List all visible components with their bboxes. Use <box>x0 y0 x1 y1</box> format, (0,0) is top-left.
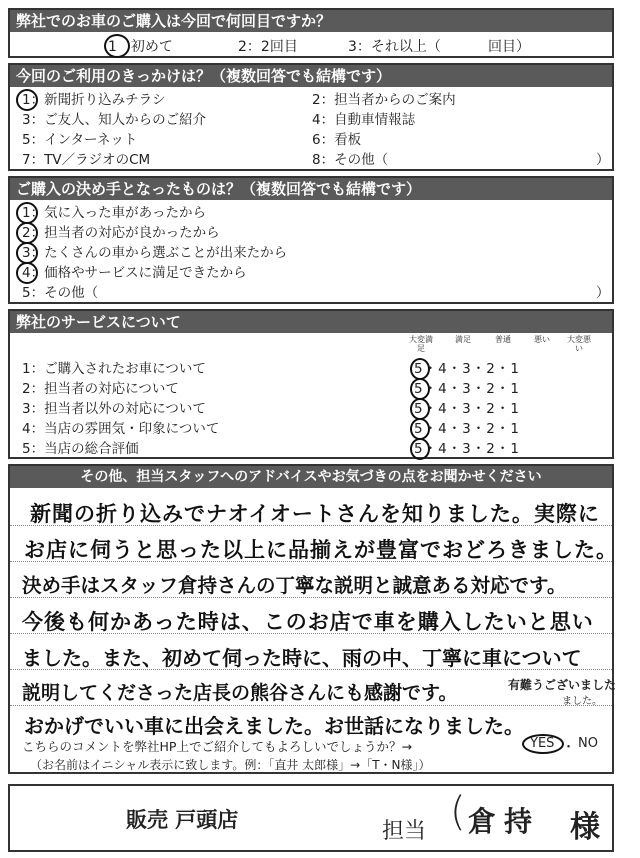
store-name: 販売 戸頭店 <box>126 808 239 832</box>
q1-option-2: 2：2回目 <box>238 39 298 55</box>
q4-scale-4: 5・4・3・2・1 <box>414 421 520 437</box>
q4-item-2: 2：担当者の対応について <box>22 381 179 397</box>
footer-section <box>8 784 614 852</box>
q2-section <box>8 63 614 171</box>
q2-answer-circle <box>16 89 38 111</box>
q4-item-5: 5：当店の総合評価 <box>22 441 139 457</box>
q4-answer-circle-2 <box>410 378 430 400</box>
q2-option-4: 4：自動車情報誌 <box>312 112 416 128</box>
q3-answer-circle-4 <box>16 262 38 284</box>
q4-col-header-5: 大変満足 <box>409 335 433 353</box>
q1-title: 弊社でのお車のご購入は今回で何回目ですか？ <box>10 10 612 32</box>
q4-col-header-1: 大変悪い <box>567 335 591 353</box>
comment-line-2: お店に伺うと思った以上に品揃えが豊富でおどろきました。 <box>24 538 618 562</box>
q3-section <box>8 176 614 304</box>
q4-scale-1: 5・4・3・2・1 <box>414 361 520 377</box>
q2-option-8-close: ） <box>596 152 610 168</box>
q3-option-5-close: ） <box>596 285 610 301</box>
staff-label: 担当 <box>382 819 427 844</box>
q2-option-6: 6：看板 <box>312 132 362 148</box>
consent-no[interactable]: NO <box>578 736 598 751</box>
q3-answer-circle-2 <box>16 222 38 244</box>
q2-option-8: 8：その他（ <box>312 152 389 168</box>
q5-title: その他、担当スタッフへのアドバイスやお気づきの点をお聞かせください <box>10 466 612 488</box>
comment-line-4: 今後も何かあった時は、このお店で車を購入したいと思い <box>22 610 594 634</box>
q2-option-7: 7：TV／ラジオのCM <box>22 152 151 168</box>
q4-item-3: 3：担当者以外の対応について <box>22 401 206 417</box>
q2-option-2: 2：担当者からのご案内 <box>312 92 456 108</box>
staff-name: 倉持 <box>468 805 541 838</box>
q4-scale-3: 5・4・3・2・1 <box>414 401 520 417</box>
q4-item-4: 4：当店の雰囲気・印象について <box>22 421 220 437</box>
q4-col-header-2: 悪い <box>534 335 550 344</box>
comment-line-5: ました。また、初めて伺った時に、雨の中、丁寧に車について <box>22 646 582 670</box>
staff-honorific: 様 <box>570 810 600 845</box>
q1-option-1: 1 初めて <box>108 39 173 55</box>
comment-line-3: 決め手はスタッフ倉持さんの丁寧な説明と誠意ある対応です。 <box>22 574 567 597</box>
q3-option-1: 1：気に入った車があったから <box>22 205 206 221</box>
q4-scale-2: 5・4・3・2・1 <box>414 381 520 397</box>
q4-answer-circle-3 <box>410 398 430 420</box>
q4-item-1: 1：ご購入されたお車について <box>22 361 206 377</box>
q3-answer-circle-3 <box>16 242 38 264</box>
consent-text: こちらのコメントを弊社HP上でご紹介してもよろしいでしょうか？→ <box>22 739 412 754</box>
q3-option-5: 5：その他（ <box>22 285 99 301</box>
q3-option-4: 4：価格やサービスに満足できたから <box>22 265 247 281</box>
q3-option-2: 2：担当者の対応が良かったから <box>22 225 220 241</box>
consent-note: （お名前はイニシャル表示に致します。例：「直井 太郎様」→「T・N様」） <box>30 758 431 772</box>
comment-side-note-1: 有難うございました <box>508 678 617 692</box>
q2-title: 今回のご利用のきっかけは？（複数回答でも結構です） <box>10 65 612 87</box>
q2-option-5: 5：インターネット <box>22 132 138 148</box>
q2-option-1: 1：新聞折り込みチラシ <box>22 92 166 108</box>
comment-line-7: おかげでいい車に出会えました。お世話になりました。 <box>24 714 524 738</box>
consent-yes[interactable]: YES <box>530 736 555 751</box>
q4-answer-circle-1 <box>410 358 430 380</box>
q5-section <box>8 464 618 774</box>
q1-option-3-suffix: 回目） <box>488 39 530 55</box>
q1-option-3: 3：それ以上（ <box>348 39 441 55</box>
q2-option-3: 3：ご友人、知人からのご紹介 <box>22 112 207 128</box>
q5-rule-6 <box>10 705 612 706</box>
q3-title: ご購入の決め手となったものは？（複数回答でも結構です） <box>10 178 612 200</box>
q1-section <box>8 8 614 58</box>
q4-title: 弊社のサービスについて <box>10 311 612 333</box>
comment-line-1: 新聞の折り込みでナオイオートさんを知りました。実際に <box>30 502 600 526</box>
q4-col-header-3: 普通 <box>495 335 511 344</box>
q3-option-3: 3：たくさんの車から選ぶことが出来たから <box>22 245 288 261</box>
consent-yes-circle <box>522 734 564 754</box>
q4-answer-circle-4 <box>410 418 430 440</box>
q4-col-header-4: 満足 <box>455 335 471 344</box>
q4-section <box>8 309 614 459</box>
q4-answer-circle-5 <box>410 438 430 460</box>
comment-line-6: 説明してくださった店長の熊谷さんにも感謝です。 <box>22 682 458 704</box>
q3-answer-circle-1 <box>16 202 38 224</box>
q1-options <box>10 34 612 56</box>
open-paren: ( <box>450 789 466 835</box>
q1-answer-circle <box>104 34 130 58</box>
q4-scale-5: 5・4・3・2・1 <box>414 441 520 457</box>
comment-side-note-2: ました。 <box>562 696 602 707</box>
consent-sep: ・ <box>562 740 576 755</box>
